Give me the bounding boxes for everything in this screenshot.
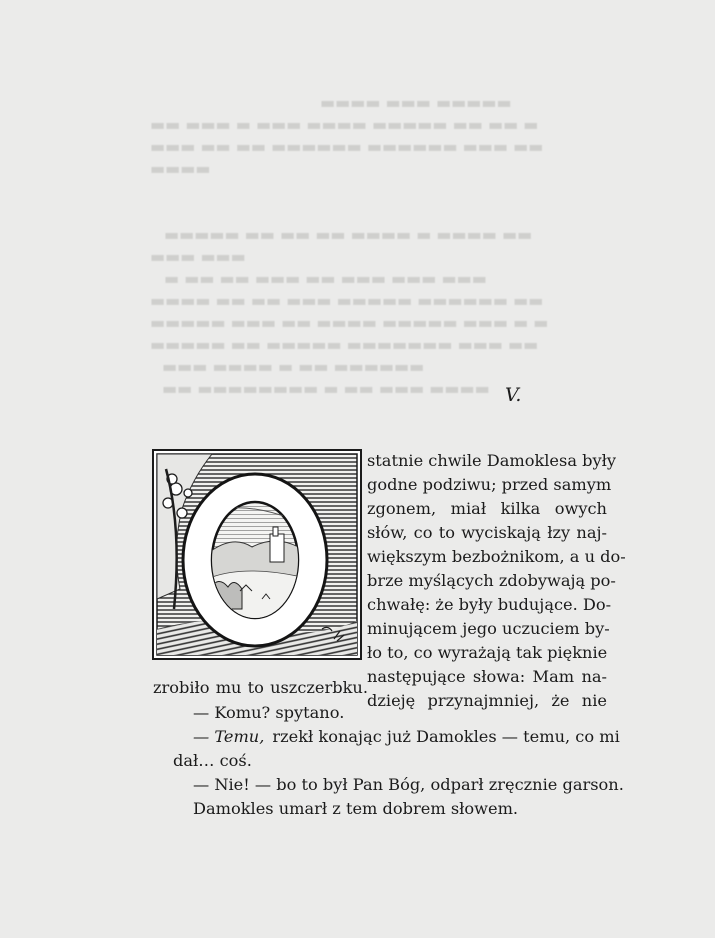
text-line: większym bezbożnikom, a u do- [367,547,626,566]
text-line: dzieję przynajmniej, że nie [367,691,607,710]
bleed-through-texture: ▬▬▬▬ ▬▬▬ ▬▬▬▬▬ ▬▬ ▬▬▬ ▬ ▬▬▬ ▬▬▬▬ ▬▬▬▬▬ ▬▬ ▬▬ ▬ ▬▬▬ ▬▬ ▬▬ ▬▬▬▬▬▬ ▬▬▬▬▬▬ ▬▬▬ ▬▬ ▬▬▬▬ ▬▬▬▬▬ ▬▬ ▬▬ ▬▬ ▬▬▬▬ ▬ ▬▬▬▬ ▬▬ ▬▬▬ ▬▬▬ ▬ ▬▬ ▬▬ ▬▬▬ ▬▬ ▬▬▬ ▬▬▬ ▬▬▬ ▬▬▬▬ ▬▬ ▬▬ ▬▬▬ ▬▬▬▬▬ ▬▬▬▬▬▬ ▬▬ ▬▬▬▬▬ ▬▬▬ ▬▬ ▬▬▬▬ ▬▬▬▬▬ ▬▬▬ ▬ ▬ ▬▬▬▬▬ ▬▬ ▬▬▬▬▬ ▬▬▬▬▬▬▬ ▬▬▬ ▬▬ ▬▬▬ ▬▬▬▬ ▬ ▬▬ ▬▬▬▬▬▬ ▬▬ ▬▬▬▬▬▬▬▬ ▬ ▬▬ ▬▬▬ ▬▬▬▬ [150,93,549,398]
text-line: następujące słowa: Mam na- [367,667,607,686]
dialogue-italic-word: — Temu, [193,727,265,746]
chapter-numeral: V. [505,384,522,406]
text-line: brze myślących zdobywają po- [367,571,616,590]
decorated-initial-letter-o [152,449,362,660]
closing-line: Damokles umarł z tem dobrem słowem. [193,799,519,818]
text-line: ło to, co wyrażają tak pięknie [367,643,608,662]
text-line: zrobiło mu to uszczerbku. [153,678,368,697]
dialogue-line [193,727,620,747]
text-line: słów, co to wyciskają łzy naj- [367,523,607,542]
dialogue-line: — Komu? spytano. [193,703,345,722]
text-line: statnie chwile Damoklesa były [367,451,617,470]
text-line: minującem jego uczuciem by- [367,619,610,638]
text-line: zgonem, miał kilka owych [367,499,607,518]
dialogue-line: dał… coś. [173,751,252,770]
text-line: godne podziwu; przed samym [367,475,612,494]
dialogue-line: — Nie! — bo to był Pan Bóg, odparł zręcznie garson. [193,775,624,794]
text-line: chwałę: że były budujące. Do- [367,595,612,614]
woodcut-illustration [152,449,362,660]
dialogue-line-rest: rzekł konając już Damokles — temu, co mi [272,727,620,746]
